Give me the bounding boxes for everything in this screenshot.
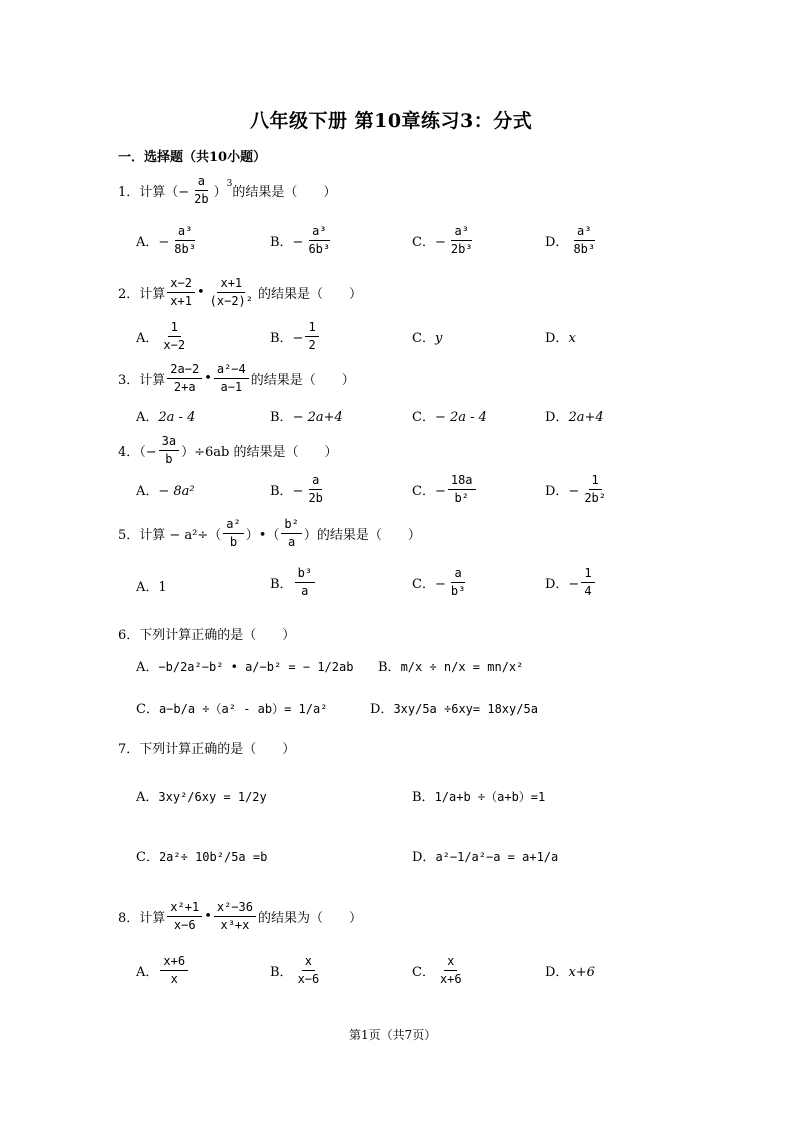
question-4: 4．（− $\frac{3a}{b}$ ）÷6ab 的结果是（ ） [118, 434, 338, 466]
fraction: $\frac{a}{2b}$ [194, 174, 209, 206]
question-7: 7．下列计算正确的是（ ） [118, 742, 296, 757]
question-8: 8．计算 $\frac{\text{x²+1}}{x-6}$ • $\frac{\text{x²−36}}{\text{x³+x}}$ 的结果为（ ） [118, 900, 362, 932]
option-1d: D． $\frac{\text{a³}}{\text{8b³}}$ [545, 224, 596, 256]
option-8a: A． $\frac{x+6}{x}$ [136, 954, 190, 987]
option-2d: D．x [545, 331, 576, 346]
option-7b: B．1/a+b ÷（a+b）=1 [412, 790, 546, 805]
question-2: 2．计算 $\frac{x-2}{x+1}$ • $\frac{x+1}{\text{(x−2)²}}$ 的结果是（ ） [118, 276, 363, 308]
option-2a: A． $\frac{1}{x-2}$ [136, 320, 186, 352]
option-5d: D．− $\frac{1}{4}$ [545, 566, 597, 599]
option-4a: A．− 8a² [136, 484, 195, 499]
option-3d: D．2a+4 [545, 410, 604, 425]
option-4c: C．− $\frac{18a}{\text{b²}}$ [412, 473, 478, 506]
option-7c: C．2a²÷ 10b²/5a =b [136, 850, 268, 865]
option-5a: A．1 [136, 580, 167, 595]
option-2b: B．− $\frac{1}{2}$ [270, 320, 321, 353]
option-4d: D．− $\frac{1}{\text{2b²}}$ [545, 473, 607, 505]
question-6: 6．下列计算正确的是（ ） [118, 628, 296, 643]
page-title: 八年级下册 第10章练习3：分式 [250, 110, 533, 132]
question-text: 1．计算（− [118, 185, 190, 200]
question-1: 1．计算（− $\frac{a}{2b}$ ） 3 的结果是（ ） [118, 174, 337, 206]
option-3b: B．− 2a+4 [270, 410, 343, 425]
option-1c: C．− $\frac{\text{a³}}{\text{2b³}}$ [412, 224, 473, 256]
option-6c: C．a−b/a ÷（a² - ab）= 1/a² [136, 702, 328, 717]
option-5c: C．− $\frac{a}{\text{b³}}$ [412, 566, 466, 598]
option-5b: B． $\frac{\text{b³}}{a}$ [270, 566, 317, 599]
option-7d: D．a²−1/a²−a = a+1/a [412, 850, 559, 865]
option-2c: C．y [412, 331, 443, 346]
question-5: 5．计算 − a²÷（ $\frac{\text{a²}}{b}$ ）•（ $\frac{\text{b²}}{a}$ ）的结果是（ ） [118, 517, 421, 549]
option-1b: B．− $\frac{\text{a³}}{\text{6b³}}$ [270, 224, 331, 256]
option-4b: B．− $\frac{a}{2b}$ [270, 473, 323, 505]
option-6d: D．3xy/5a ÷6xy= 18xy/5a [370, 702, 538, 717]
option-1a: A．− $\frac{\text{a³}}{\text{8b³}}$ [136, 224, 196, 256]
option-6b: B．m/x ÷ n/x = mn/x² [378, 660, 524, 675]
option-7a: A．3xy²/6xy = 1/2y [136, 790, 267, 805]
option-8b: B． $\frac{x}{x-6}$ [270, 954, 320, 986]
option-8c: C． $\frac{x}{x+6}$ [412, 954, 462, 986]
page-footer: 第1页（共7页） [349, 1028, 437, 1042]
section-heading: 一．选择题（共10小题） [118, 150, 267, 165]
option-3c: C．− 2a - 4 [412, 410, 487, 425]
option-6a: A．−b/2a²−b² • a/−b² = − 1/2ab [136, 660, 354, 675]
question-3: 3．计算 $\frac{2a-2}{2+a}$ • $\frac{\text{a²−4}}{a-1}$ 的结果是（ ） [118, 362, 355, 394]
option-3a: A．2a - 4 [136, 410, 196, 425]
option-8d: D．x+6 [545, 965, 595, 980]
